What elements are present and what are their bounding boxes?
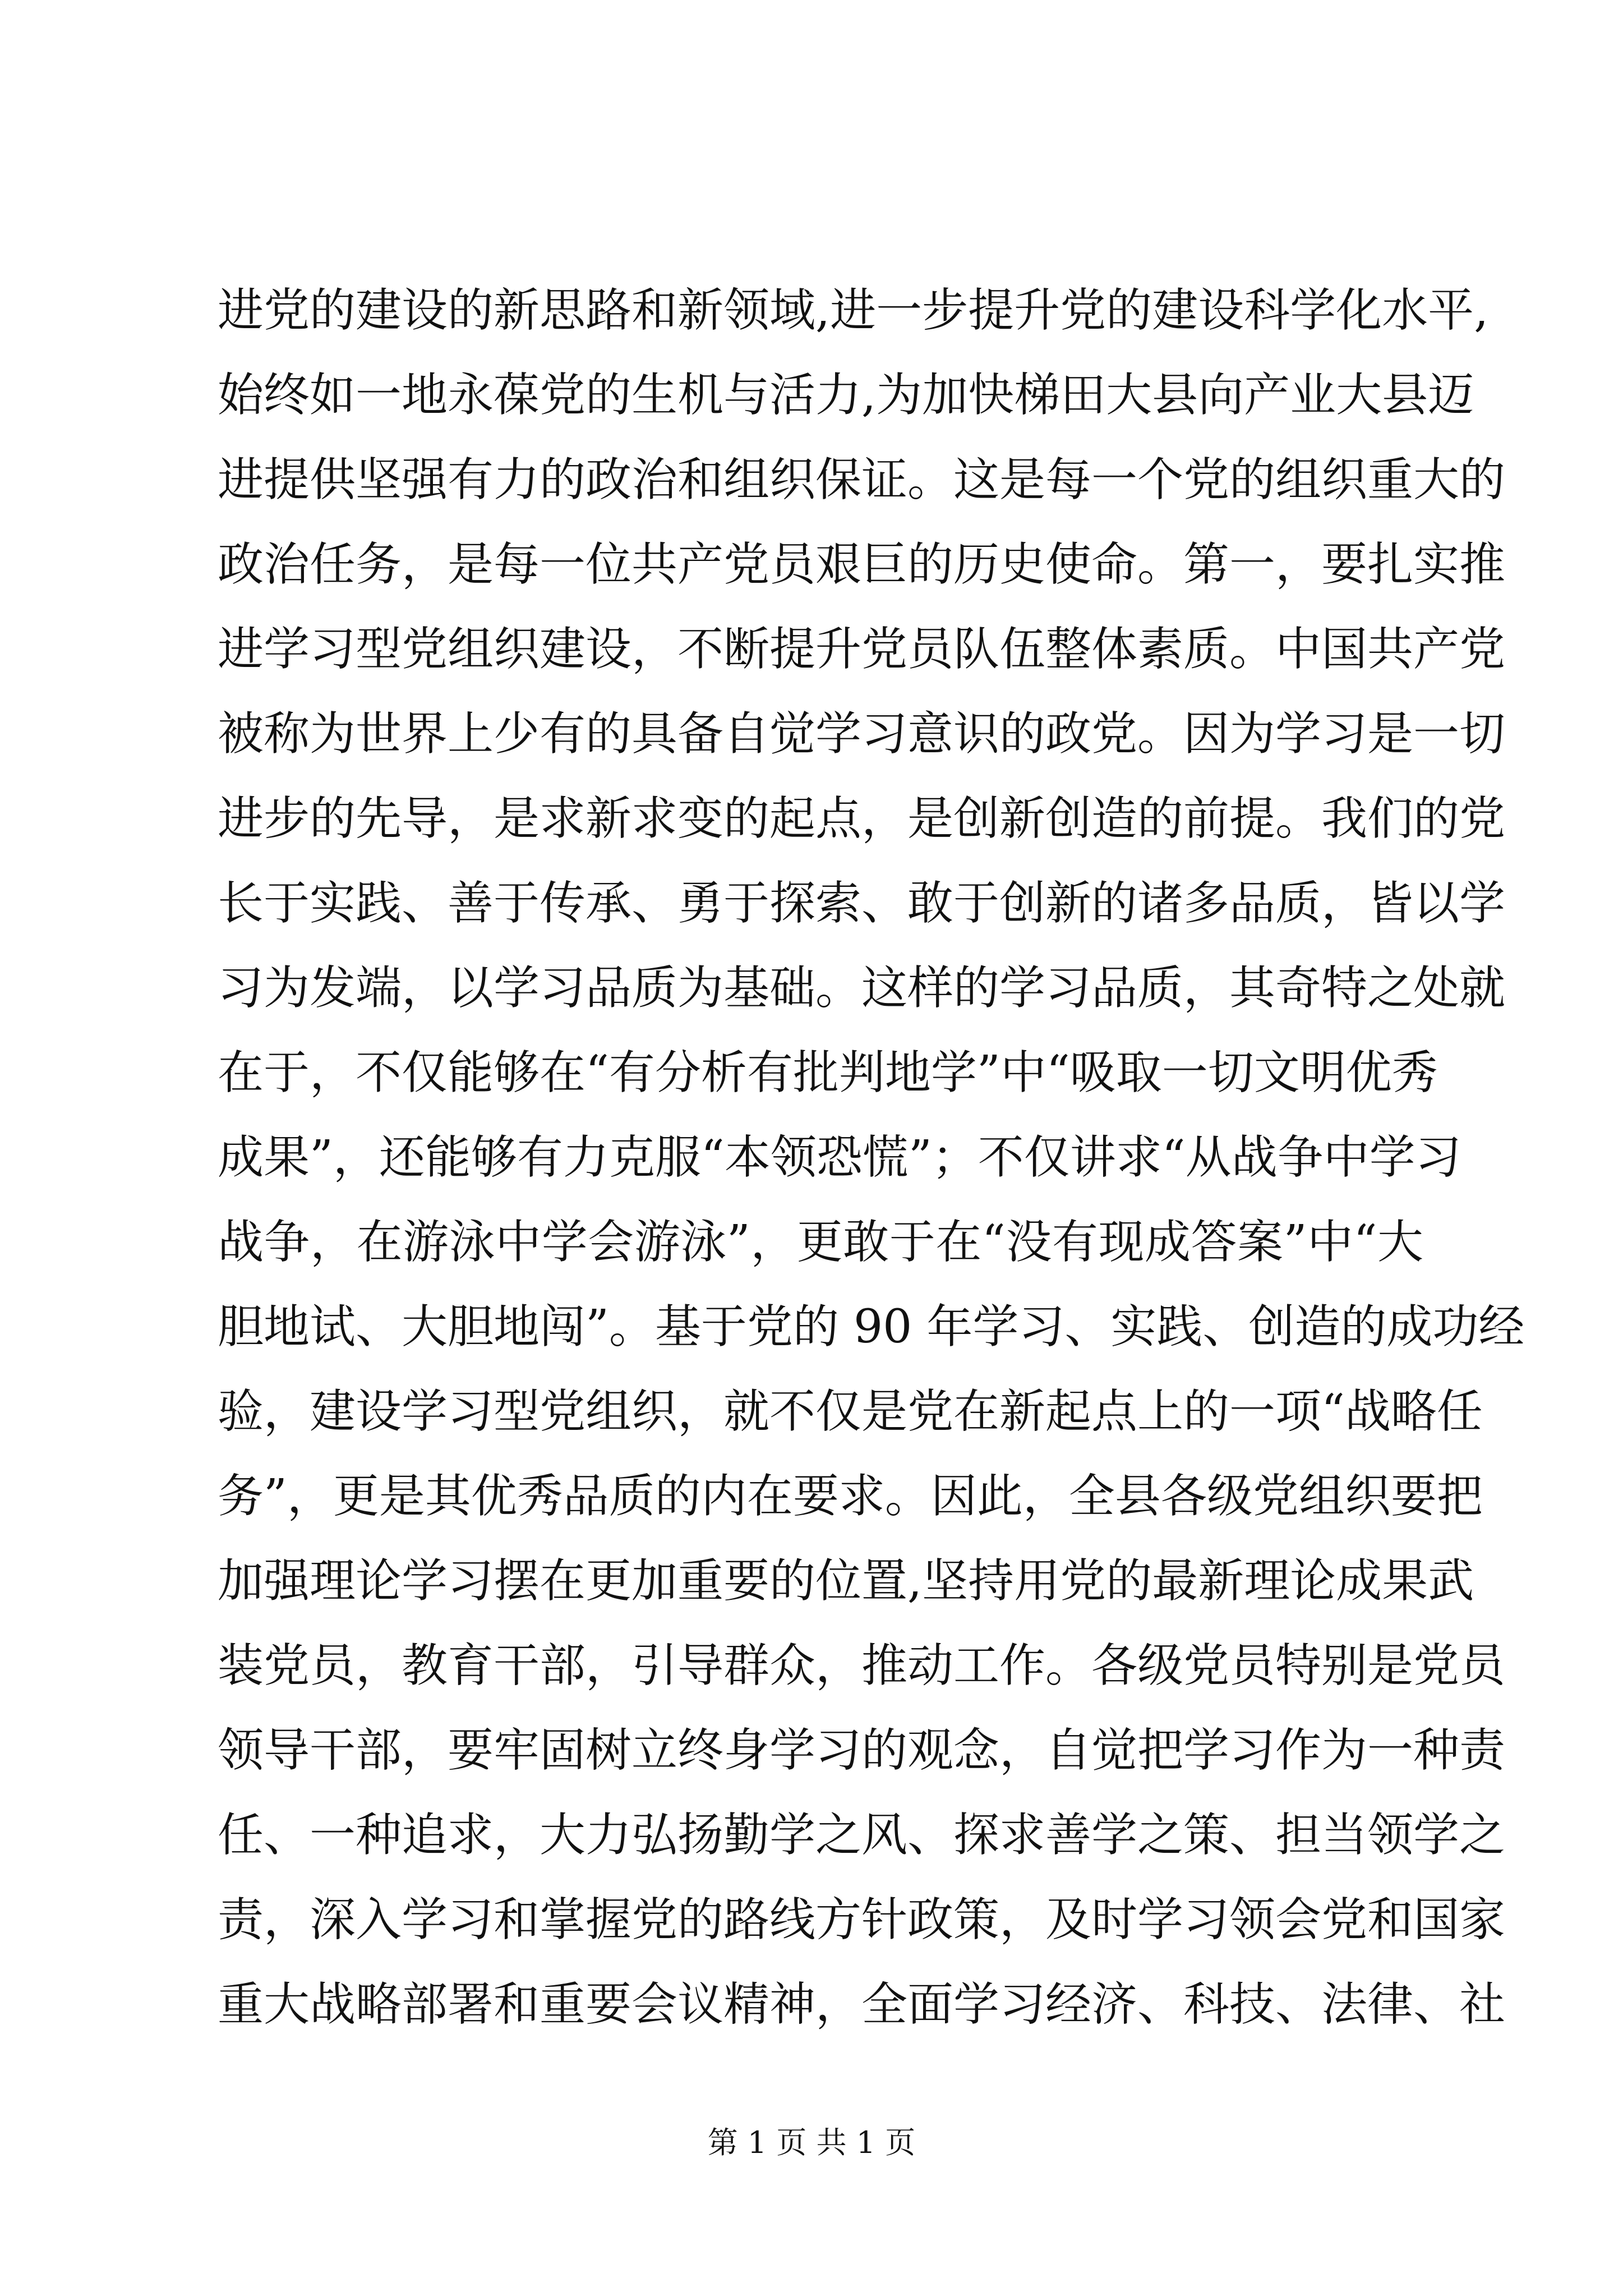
text-line: 重大战略部署和重要会议精神，全面学习经济、科技、法律、社 <box>218 1978 1506 2031</box>
text-line: 进学习型党组织建设，不断提升党员队伍整体素质。中国共产党 <box>218 623 1506 676</box>
text-line: 进步的先导，是求新求变的起点，是创新创造的前提。我们的党 <box>218 792 1506 845</box>
text-line: 验，建设学习型党组织，就不仅是党在新起点上的一项“战略任 <box>218 1385 1483 1438</box>
text-line: 在于，不仅能够在“有分析有批判地学”中“吸取一切文明优秀 <box>218 1046 1438 1099</box>
text-line: 习为发端，以学习品质为基础。这样的学习品质，其奇特之处就 <box>218 961 1506 1015</box>
text-line: 胆地试、大胆地闯”。基于党的 90 年学习、实践、创造的成功经 <box>218 1300 1525 1354</box>
text-line: 装党员，教育干部，引导群众，推动工作。各级党员特别是党员 <box>218 1639 1506 1692</box>
text-line: 加强理论学习摆在更加重要的位置,坚持用党的最新理论成果武 <box>218 1554 1474 1608</box>
text-line: 被称为世界上少有的具备自觉学习意识的政党。因为学习是一切 <box>218 707 1506 761</box>
text-line: 成果”，还能够有力克服“本领恐慌”；不仅讲求“从战争中学习 <box>218 1131 1461 1184</box>
text-line: 始终如一地永葆党的生机与活力,为加快梯田大县向产业大县迈 <box>218 369 1474 422</box>
text-line: 长于实践、善于传承、勇于探索、敢于创新的诸多品质，皆以学 <box>218 877 1506 930</box>
text-line: 任、一种追求，大力弘扬勤学之风、探求善学之策、担当领学之 <box>218 1809 1506 1862</box>
text-line: 领导干部，要牢固树立终身学习的观念，自觉把学习作为一种责 <box>218 1724 1506 1777</box>
page-footer: 第 1 页 共 1 页 <box>707 2125 916 2160</box>
text-line: 进提供坚强有力的政治和组织保证。这是每一个党的组织重大的 <box>218 453 1506 507</box>
text-line: 务”，更是其优秀品质的内在要求。因此，全县各级党组织要把 <box>218 1470 1483 1523</box>
text-line: 政治任务，是每一位共产党员艰巨的历史使命。第一，要扎实推 <box>218 538 1506 591</box>
body-text <box>218 268 1525 2047</box>
text-line: 进党的建设的新思路和新领域,进一步提升党的建设科学化水平, <box>218 284 1489 337</box>
text-line: 责，深入学习和掌握党的路线方针政策，及时学习领会党和国家 <box>218 1893 1506 1947</box>
text-line: 战争，在游泳中学会游泳”，更敢于在“没有现成答案”中“大 <box>218 1216 1423 1269</box>
